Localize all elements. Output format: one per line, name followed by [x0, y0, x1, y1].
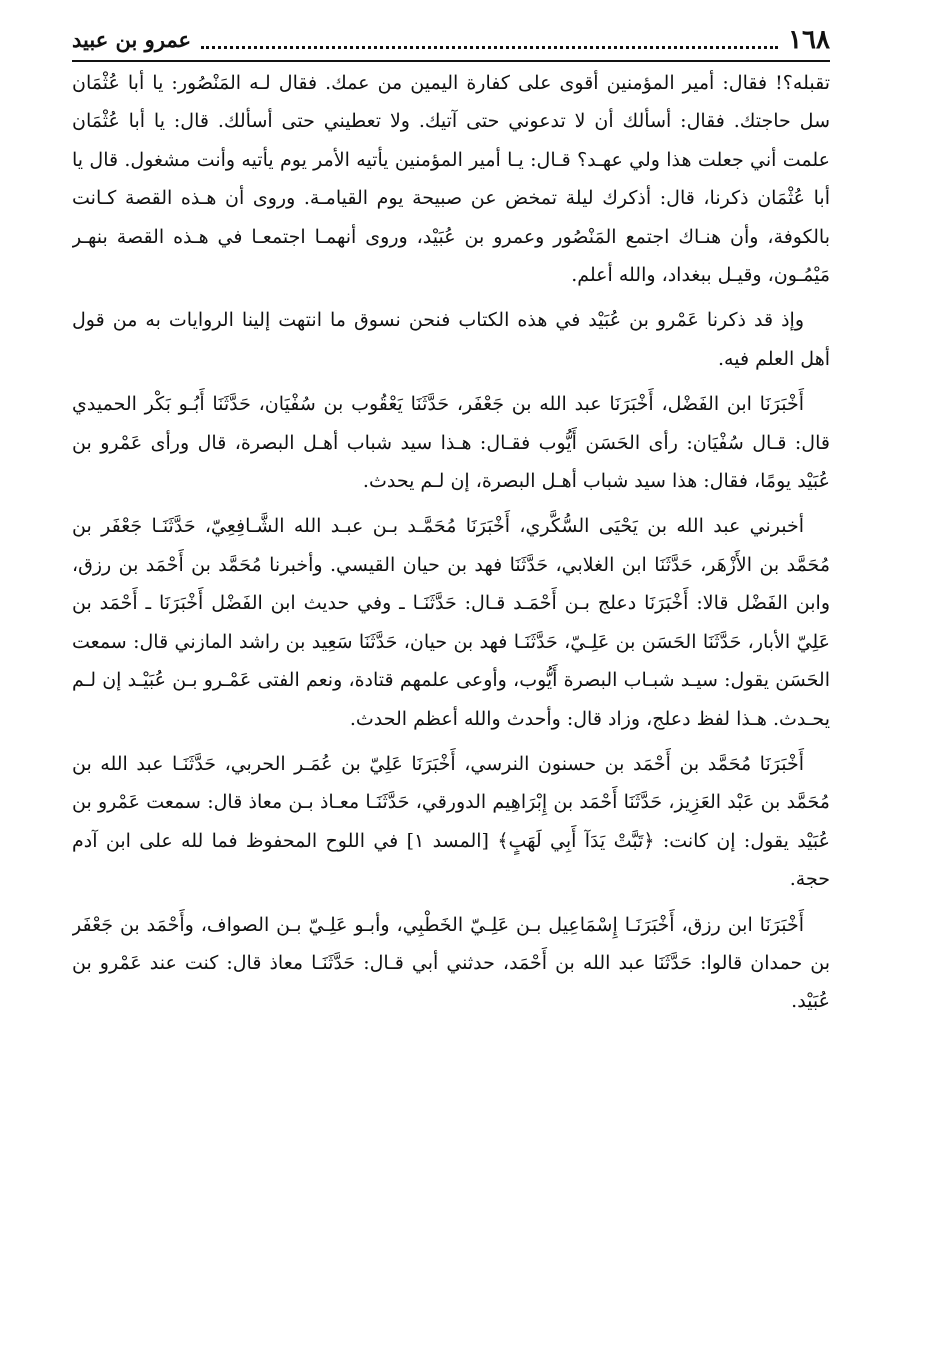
paragraph-hadith-2: أخبرني عبد الله بن يَحْيَى السُّكَّري، أَخْبَرَنَا مُحَمَّـد بـن عبـد الله الشَّـافِعِيّ، حَدَّثَنَـا جَعْفَر بن مُحَمَّد بن الأَزْهَر، حَدَّثَنَا ابن الغلابي، حَدَّثَنَا فهد بن حيان القيسي. وأخبرنا مُحَمَّد بن أَحْمَد بن رزق، وابن الفَضْل قالا: أَخْبَرَنَا دعلج بـن أَحْمَـد قـال: حَدَّثَنَـا ـ وفي حديث ابن الفَضْل أَخْبَرَنَا ـ أَحْمَد بن عَلِيّ الأبار، حَدَّثَنَا الحَسَن بن عَلِـيّ، حَدَّثَنَـا فهد بن حيان، حَدَّثَنَا سَعِيد بن راشد المازني قال: سمعت الحَسَن يقول: سيـد شبـاب البصرة أَيُّوب، وأوعى علمهم قتادة، ونعم الفتى عَمْـرو بـن عُبَيْـد إن لـم يحـدث. هـذا لفظ دعلج، وزاد قال: وأحدث والله أعظم الحدث.	[72, 515, 830, 730]
dotted-leader	[201, 46, 778, 49]
page-number: ١٦٨	[788, 25, 830, 55]
paragraph-hadith-3: أَخْبَرَنَا مُحَمَّد بن أَحْمَد بن حسنون النرسي، أَخْبَرَنَا عَلِيّ بن عُمَـر الحربي، حَدَّثَنَـا عبد الله بن مُحَمَّد بن عَبْد العَزِيز، حَدَّثَنَا أَحْمَد بن إِبْرَاهِيم الدورقي، حَدَّثَنَـا معـاذ بـن معاذ قال: سمعت عَمْرو بن عُبَيْد يقول: إن كانت: ﴿تَبَّتْ يَدَآ أَبِي لَهَبٍ﴾ [المسد ١] في اللوح المحفوظ فما لله على ابن آدم حجة.	[72, 752, 830, 891]
body-text	[72, 64, 830, 1021]
running-title: عمرو بن عبيد	[72, 27, 192, 52]
paragraph-hadith-4: أَخْبَرَنَا ابن رزق، أَخْبَرَنَـا إِسْمَاعِيل بـن عَلِـيّ الخَطْبِي، وأبـو عَلِـيّ بـن الصواف، وأَحْمَد بن جَعْفَر بن حمدان قالوا: حَدَّثَنَا عبد الله بن أَحْمَد، حدثني أبي قـال: حَدَّثَنَـا معاذ قال: كنت عند عَمْرو بن عُبَيْد.	[72, 913, 830, 1013]
paragraph-introduction: وإذ قد ذكرنا عَمْرو بن عُبَيْد في هذه الكتاب فنحن نسوق ما انتهت إلينا الروايات به من قول أهل العلم فيه.	[72, 309, 830, 370]
book-page	[72, 18, 830, 1348]
paragraph-hadith-1: أَخْبَرَنَا ابن الفَضْل، أَخْبَرَنَا عبد الله بن جَعْفَر، حَدَّثَنَا يَعْقُوب بن سُفْيَان، حَدَّثَنَا أَبُـو بَكْر الحميدي قال: قـال سُفْيَان: رأى الحَسَن أَيُّوب فقـال: هـذا سيد شباب أهـل البصرة، قال ورأى عَمْرو بن عُبَيْد يومًا، فقال: هذا سيد شباب أهـل البصرة، إن لـم يحدث.	[72, 393, 830, 493]
running-header	[72, 18, 830, 62]
paragraph-continuation: تقبله؟! فقال: أمير المؤمنين أقوى على كفارة اليمين من عمك. فقال لـه المَنْصُور: يا أبا عُثْمَان سل حاجتك. فقال: أسألك أن لا تدعوني حتى آتيك. ولا تعطيني حتى أسألك. قال: يا أبا عُثْمَان علمت أني جعلت هذا ولي عهـد؟ قـال: يـا أمير المؤمنين يأتيه الأمر يوم يأتيه وأنت مشغول. قال يا أبا عُثْمَان ذكرنا، قال: أذكرك ليلة تمخض عن صبيحة يوم القيامـة. وروى أن هـذه القصة كـانت بالكوفة، وأن هنـاك اجتمع المَنْصُور وعمرو بن عُبَيْد، وروى أنهمـا اجتمعـا في هـذه القصة بنهـر مَيْمُـون، وقيـل ببغداد، والله أعلم.	[72, 72, 830, 287]
